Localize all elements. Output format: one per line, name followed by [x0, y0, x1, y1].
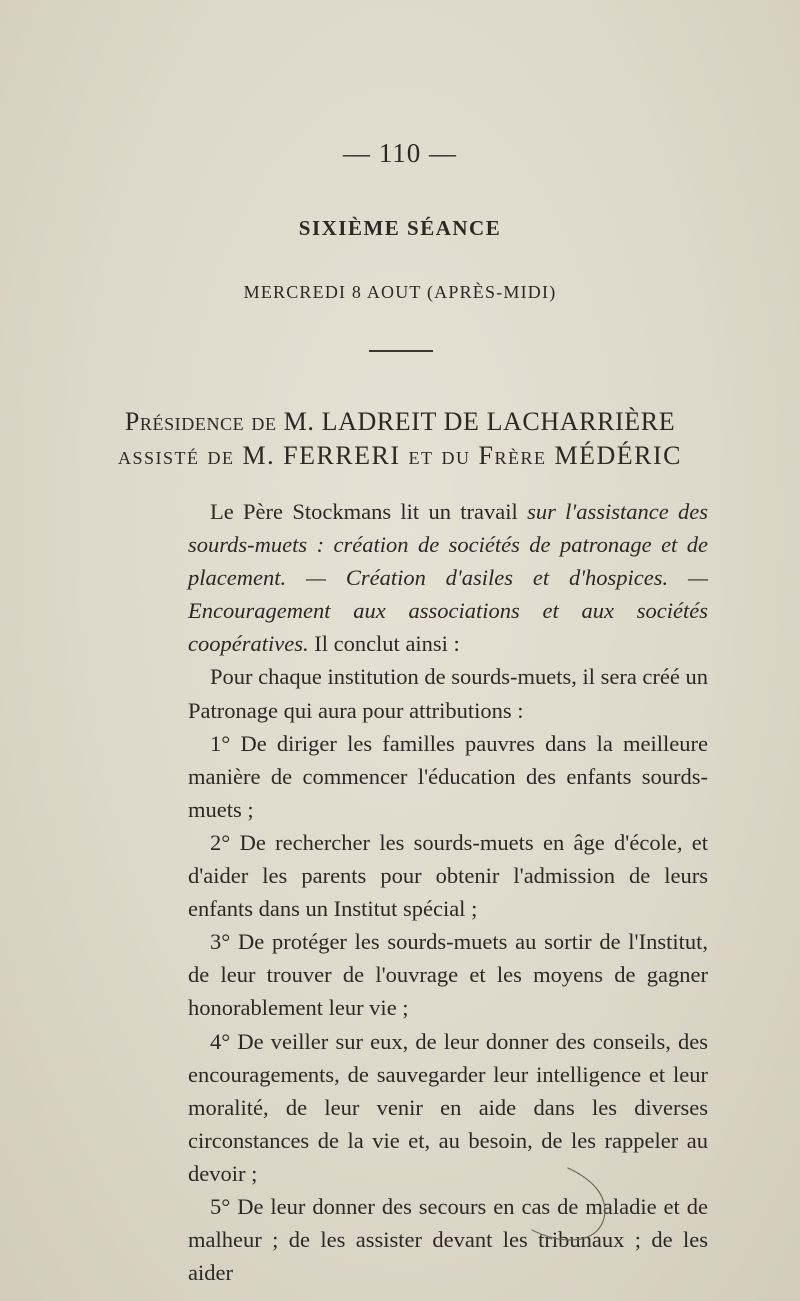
presidence-line: Présidence de M. LADREIT DE LACHARRIÈRE [124, 407, 676, 436]
body-text [188, 495, 708, 1289]
session-title: SIXIÈME SÉANCE [298, 216, 502, 240]
paragraph-patronage: Pour chaque institution de sourds-muets, il sera créé un Patronage qui aura pour attributions : [188, 664, 709, 723]
paragraph-item-2: 2° De rechercher les sourds-muets en âge d'école, et d'aider les parents pour obtenir l'admission de leurs enfants dans un Institut spécial ; [188, 829, 708, 922]
page-number: — 110 — [343, 138, 457, 168]
paragraph-item-5: 5° De leur donner des secours en cas de maladie et de malheur ; de les assister devant les tribunaux ; de les aider [188, 1193, 708, 1286]
intro-work-title: sur l'assistance des sourds-muets : création de sociétés de patronage et de placement. — Création d'asiles et d'hospices. — Encouragement aux associations et aux sociétés coopératives. [188, 499, 708, 657]
paragraph-item-1: 1° De diriger les familles pauvres dans la meilleure manière de commencer l'éducation des enfants sourds-muets ; [188, 730, 708, 822]
session-date: MERCREDI 8 AOUT (APRÈS-MIDI) [243, 282, 557, 302]
pencil-mark [520, 1160, 630, 1250]
intro-end: Il conclut ainsi : [308, 631, 460, 657]
paragraph-item-4: 4° De veiller sur eux, de leur donner des conseils, des encouragements, de sauvegarder leur intelligence et leur moralité, de leur venir en aide dans les diverses circonstances de la vie et, au besoin, de les rappeler au devoir ; [188, 1028, 708, 1186]
assiste-line: assisté de M. FERRERI et du Frère MÉDÉRIC [118, 441, 682, 470]
paragraph-item-3: 3° De protéger les sourds-muets au sortir de l'Institut, de leur trouver de l'ouvrage et les moyens de gagner honorablement leur vie ; [188, 929, 708, 1021]
intro-lead: Le Père Stockmans lit un travail [210, 499, 528, 524]
intro-paragraph [188, 495, 708, 660]
separator-rule [369, 350, 433, 352]
